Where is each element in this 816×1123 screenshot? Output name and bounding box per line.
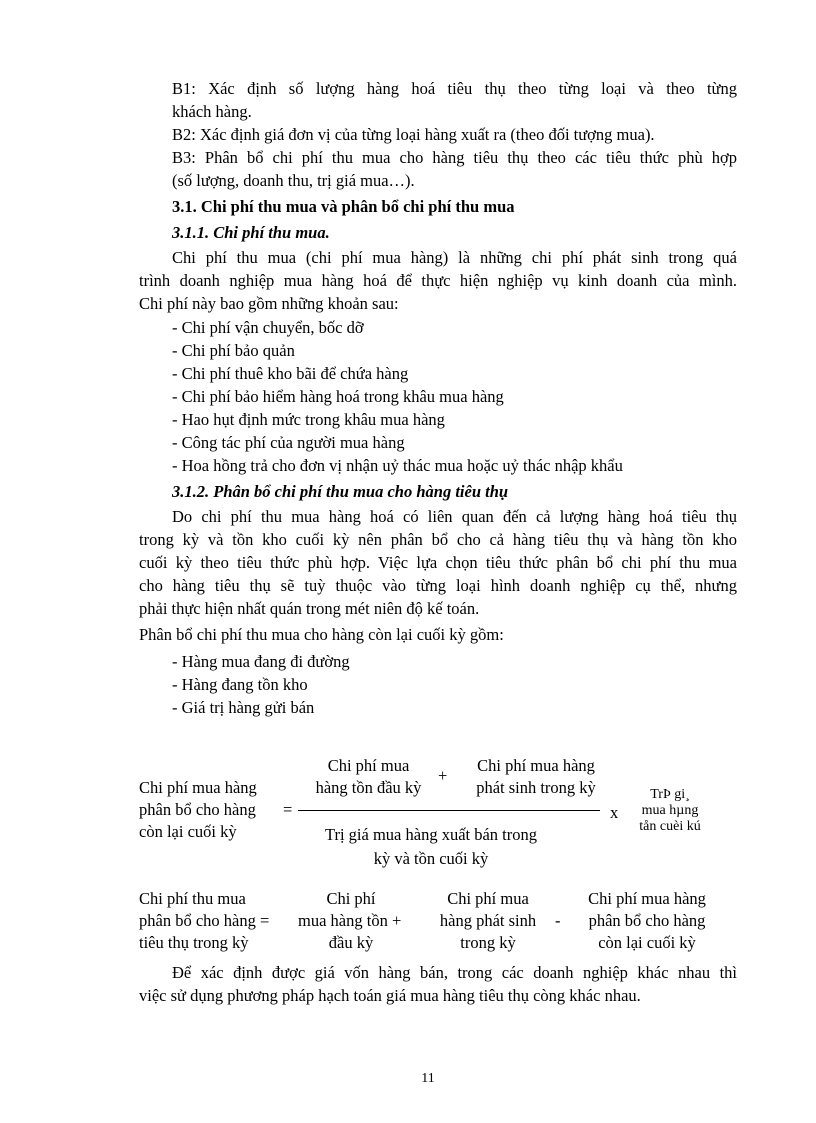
formula1-plus: + [438,766,448,785]
section-3-1-1-para-line1: Chi phí thu mua (chi phí mua hàng) là những chi phí phát sinh trong quá [172,248,737,267]
section-3-1-1-heading: 3.1.1. Chi phí thu mua. [172,223,330,242]
cost-item: - Chi phí vận chuyển, bốc dỡ [172,318,364,337]
formula2-c2-line3: đầu kỳ [328,933,374,952]
step-b3-line1: B3: Phân bổ chi phí thu mua cho hàng tiêu thụ theo các tiêu thức phù hợp [172,148,737,167]
formula1-num-b-line1: Chi phí mua hàng [477,756,595,775]
cost-item: - Chi phí bảo quản [172,341,295,360]
cost-item: - Hoa hồng trả cho đơn vị nhận uỷ thác mua hoặc uỷ thác nhập khẩu [172,456,623,475]
page-number: 11 [421,1071,435,1086]
section-3-1-1-para-line2: trình doanh nghiệp mua hàng hoá để thực hiện nghiệp vụ kinh doanh của mình. [139,271,737,290]
step-b1-line2: khách hàng. [172,102,252,121]
formula2-c2-line2: mua hàng tồn + [298,911,402,930]
formula1-equals: = [283,800,293,819]
cost-item: - Chi phí bảo hiểm hàng hoá trong khâu mua hàng [172,387,504,406]
formula1-num-a-line2: hàng tồn đầu kỳ [315,778,422,797]
section-3-1-2-para-line5: phải thực hiện nhất quán trong mét niên độ kế toán. [139,599,480,618]
formula2-c4-line2: phân bổ cho hàng [588,911,706,930]
remaining-goods-item: - Giá trị hàng gửi bán [172,698,315,717]
remaining-goods-item: - Hàng mua đang đi đường [172,652,350,671]
formula1-rhs-line2: mua hµng [641,803,699,818]
formula1-times: x [610,803,619,822]
formula2-c3-line1: Chi phí mua [447,889,529,908]
cost-item: - Hao hụt định mức trong khâu mua hàng [172,410,445,429]
step-b1-line1: B1: Xác định số lượng hàng hoá tiêu thụ theo từng loại và theo từng [172,79,737,98]
remaining-goods-item: - Hàng đang tồn kho [172,675,308,694]
section-3-1-2-para-line2: trong kỳ và tồn kho cuối kỳ nên phân bổ cho cả hàng tiêu thụ và hàng tồn kho [139,530,737,549]
formula1-lhs-line1: Chi phí mua hàng [139,778,257,797]
formula1-den-line2: kỳ và tồn cuối kỳ [373,849,489,868]
section-3-1-2-para-line1: Do chi phí thu mua hàng hoá có liên quan đến cả lượng hàng hoá tiêu thụ [172,507,737,526]
section-3-1-1-para-line3: Chi phí này bao gồm những khoản sau: [139,294,399,313]
formula1-den-line1: Trị giá mua hàng xuất bán trong [324,825,538,844]
formula1-fraction-bar [298,810,600,811]
cost-item: - Chi phí thuê kho bãi để chứa hàng [172,364,409,383]
section-3-1-2-para-line3: cuối kỳ theo tiêu thức phù hợp. Việc lựa chọn tiêu thức phân bổ chi phí thu mua [139,553,737,572]
step-b2: B2: Xác định giá đơn vị của từng loại hàng xuất ra (theo đối tượng mua). [172,125,655,144]
section-3-1-heading: 3.1. Chi phí thu mua và phân bổ chi phí thu mua [172,197,515,216]
section-3-1-2-para-line4: cho hàng tiêu thụ sẽ tuỳ thuộc vào từng loại hình doanh nghiệp cụ thể, nhưng [139,576,737,595]
formula2-c1-line2: phân bổ cho hàng = [139,911,270,930]
section-3-1-2-heading: 3.1.2. Phân bổ chi phí thu mua cho hàng tiêu thụ [172,482,509,501]
cost-item: - Công tác phí của người mua hàng [172,433,405,452]
section-3-1-2-para2: Phân bổ chi phí thu mua cho hàng còn lại cuối kỳ gồm: [139,625,504,644]
formula2-c1-line1: Chi phí thu mua [139,889,246,908]
closing-line2: việc sử dụng phương pháp hạch toán giá mua hàng tiêu thụ còng khác nhau. [139,986,641,1005]
formula2-c4-line1: Chi phí mua hàng [588,889,706,908]
formula2-c1-line3: tiêu thụ trong kỳ [139,933,249,952]
formula1-num-a-line1: Chi phí mua [327,756,410,775]
closing-line1: Để xác định được giá vốn hàng bán, trong các doanh nghiệp khác nhau thì [172,963,737,982]
formula1-rhs-line3: tån cuèi kú [639,819,701,834]
formula1-rhs-line1: TrÞ gi¸ [650,787,690,802]
formula2-c4-line3: còn lại cuối kỳ [598,933,696,952]
formula1-lhs-line2: phân bổ cho hàng [139,800,256,819]
formula2-c3-line2: hàng phát sinh [439,911,537,930]
formula2-minus: - [555,911,561,930]
formula1-num-b-line2: phát sinh trong kỳ [476,778,596,797]
formula1-lhs-line3: còn lại cuối kỳ [139,822,237,841]
formula2-c3-line3: trong kỳ [460,933,516,952]
formula2-c2-line1: Chi phí [326,889,376,908]
step-b3-line2: (số lượng, doanh thu, trị giá mua…). [172,171,415,190]
